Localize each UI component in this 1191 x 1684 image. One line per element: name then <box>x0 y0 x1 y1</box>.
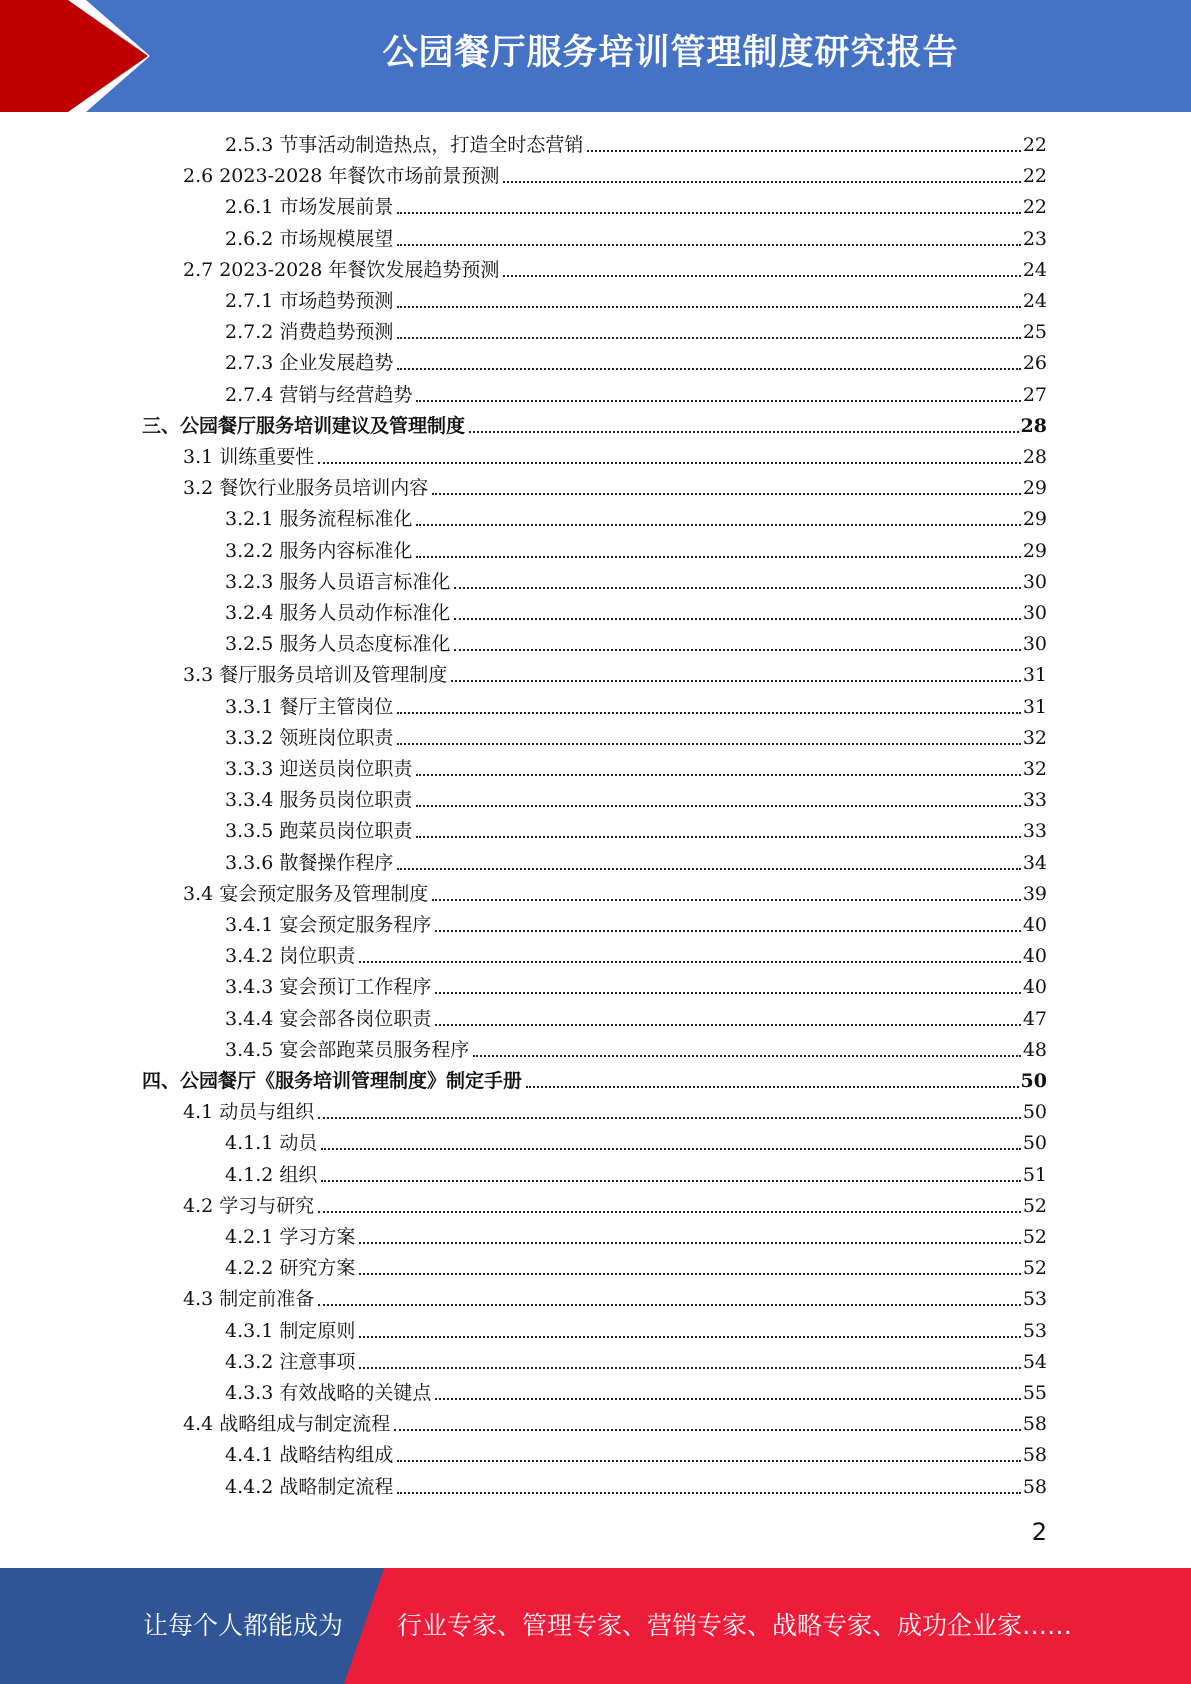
toc-entry-title: 市场发展前景 <box>279 196 394 219</box>
toc-entry-title: 散餐操作程序 <box>279 851 394 874</box>
toc-entry-label <box>225 1381 431 1405</box>
toc-dot-leader <box>416 556 1020 558</box>
toc-entry-label <box>225 851 393 875</box>
toc-entry[interactable] <box>183 1406 1047 1436</box>
toc-entry-title: 服务人员动作标准化 <box>279 602 451 624</box>
toc-entry-title: 餐厅主管岗位 <box>279 695 394 718</box>
toc-dot-leader <box>397 306 1020 308</box>
toc-entry-page: 58 <box>1022 1444 1047 1467</box>
toc-entry[interactable] <box>225 1437 1047 1467</box>
toc-entry-number: 2.7.4 <box>225 383 274 406</box>
toc-entry-title: 企业发展趋势 <box>279 352 394 375</box>
toc-dot-leader <box>397 1492 1020 1494</box>
toc-entry-page: 50 <box>1022 1132 1047 1155</box>
toc-entry-title: 服务员岗位职责 <box>279 789 413 812</box>
toc-entry-title: 动员与组织 <box>219 1101 315 1124</box>
toc-entry-title: 餐饮行业服务员培训内容 <box>219 477 429 500</box>
toc-entry[interactable] <box>225 1313 1047 1343</box>
toc-dot-leader <box>503 275 1020 277</box>
toc-dot-leader <box>454 649 1020 651</box>
toc-entry-number: 3.2.2 <box>225 539 274 562</box>
toc-entry-page: 48 <box>1022 1038 1047 1061</box>
toc-entry-title: 注意事项 <box>279 1350 356 1373</box>
toc-entry-title: 宴会预订工作程序 <box>279 976 432 999</box>
toc-entry-title: 战略制定流程 <box>279 1475 394 1498</box>
footer-slogan-left: 让每个人都能成为 <box>143 1611 344 1640</box>
toc-entry-title: 餐厅服务员培训及管理制度 <box>219 664 448 687</box>
toc-dot-leader <box>587 150 1020 152</box>
toc-entry-label <box>225 133 583 157</box>
toc-entry-number: 3.2.5 <box>225 633 274 656</box>
toc-entry-number: 3.4.1 <box>225 914 274 936</box>
toc-dot-leader <box>397 244 1020 246</box>
toc-entry-label <box>225 289 393 313</box>
toc-entry[interactable] <box>225 283 1047 313</box>
toc-entry-label <box>225 195 393 219</box>
toc-entry-label <box>225 1225 355 1249</box>
toc-entry-title: 岗位职责 <box>279 945 356 968</box>
toc-entry-page: 47 <box>1022 1007 1047 1030</box>
toc-entry-page: 26 <box>1022 352 1047 375</box>
toc-entry-number: 3.4.3 <box>225 976 274 999</box>
toc-dot-leader <box>397 368 1020 370</box>
toc-entry-number: 3.4.4 <box>225 1007 274 1030</box>
toc-dot-leader <box>397 712 1020 714</box>
toc-entry-page: 24 <box>1022 258 1047 281</box>
toc-entry-title: 节事活动制造热点，打造全时态营销 <box>279 134 584 156</box>
toc-dot-leader <box>451 680 1021 682</box>
toc-entry-label <box>225 1038 469 1062</box>
toc-entry[interactable] <box>183 876 1047 906</box>
toc-entry-title: 市场规模展望 <box>279 227 394 250</box>
toc-entry-page: 30 <box>1022 633 1047 656</box>
toc-entry-page: 52 <box>1022 1194 1047 1217</box>
toc-entry[interactable] <box>225 1250 1047 1280</box>
toc-entry-label <box>225 632 450 656</box>
toc-entry-label <box>225 539 412 563</box>
toc-entry[interactable] <box>142 408 1047 438</box>
toc-entry-label <box>225 320 393 344</box>
toc-dot-leader <box>473 1055 1020 1057</box>
toc-entry[interactable] <box>225 1344 1047 1374</box>
toc-entry-label <box>225 227 393 251</box>
toc-entry-number: 2.6 <box>183 165 214 188</box>
toc-dot-leader <box>321 1180 1020 1182</box>
toc-entry[interactable] <box>225 345 1047 375</box>
toc-entry-label <box>225 1475 393 1499</box>
toc-entry[interactable] <box>225 1157 1047 1187</box>
toc-entry-label <box>225 1256 355 1280</box>
toc-entry[interactable] <box>225 189 1047 219</box>
toc-entry[interactable] <box>225 501 1047 531</box>
toc-dot-leader <box>503 181 1020 183</box>
toc-entry[interactable] <box>225 1032 1047 1062</box>
toc-entry-label <box>225 695 393 719</box>
toc-entry-number: 3.4 <box>183 882 214 905</box>
toc-entry-title: 2023-2028 年餐饮发展趋势预测 <box>219 258 500 281</box>
toc-entry-page: 53 <box>1022 1319 1047 1342</box>
toc-entry-title: 宴会部各岗位职责 <box>279 1007 432 1030</box>
toc-entry[interactable] <box>183 657 1047 687</box>
toc-entry[interactable] <box>142 1063 1047 1093</box>
toc-entry-title: 有效战略的关键点 <box>279 1382 432 1404</box>
footer-slogan-right: 行业专家、管理专家、营销专家、战略专家、成功企业家…… <box>397 1611 1073 1640</box>
toc-dot-leader <box>318 462 1021 464</box>
toc-entry[interactable] <box>183 1188 1047 1218</box>
toc-entry-title: 学习与研究 <box>219 1194 315 1217</box>
toc-dot-leader <box>435 992 1020 994</box>
toc-entry-page: 27 <box>1022 383 1047 406</box>
toc-entry-page: 22 <box>1022 196 1047 219</box>
toc-entry-page: 29 <box>1022 477 1047 500</box>
toc-entry-label <box>183 1287 314 1311</box>
toc-entry-title: 2023-2028 年餐饮市场前景预测 <box>219 165 500 188</box>
toc-dot-leader <box>359 1273 1020 1275</box>
toc-entry-number: 4.4 <box>183 1413 214 1436</box>
toc-dot-leader <box>435 1398 1020 1400</box>
toc-entry[interactable] <box>225 720 1047 750</box>
toc-entry-page: 31 <box>1022 695 1047 718</box>
toc-dot-leader <box>435 1024 1020 1026</box>
toc-entry-number: 4.1.2 <box>225 1163 274 1186</box>
toc-entry-label <box>225 1163 317 1187</box>
toc-entry-page: 28 <box>1020 414 1047 437</box>
toc-dot-leader <box>454 618 1020 620</box>
toc-entry-number: 4.2 <box>183 1194 214 1217</box>
toc-entry-label <box>225 1350 355 1374</box>
toc-entry-title: 跑菜员岗位职责 <box>279 820 413 843</box>
toc-entry-label <box>225 1443 393 1467</box>
toc-entry-number: 4.3.3 <box>225 1382 274 1404</box>
toc-entry-number: 4.3.2 <box>225 1350 274 1373</box>
toc-entry-label <box>225 726 393 750</box>
toc-entry-number: 3.3.3 <box>225 758 274 780</box>
toc-entry-label <box>225 570 450 594</box>
toc-dot-leader <box>435 930 1020 932</box>
toc-entry[interactable] <box>225 1125 1047 1155</box>
toc-entry-page: 32 <box>1022 726 1047 749</box>
toc-entry-number: 3.3.5 <box>225 820 274 843</box>
toc-entry[interactable] <box>183 470 1047 500</box>
toc-entry-number: 3.3.2 <box>225 726 274 749</box>
toc-entry-label <box>225 601 450 625</box>
toc-dot-leader <box>318 1211 1021 1213</box>
toc-entry-page: 52 <box>1022 1226 1047 1248</box>
toc-entry[interactable] <box>225 377 1047 407</box>
toc-entry-number: 3.4.2 <box>225 945 274 968</box>
toc-entry-label <box>225 819 412 843</box>
toc-dot-leader <box>416 805 1020 807</box>
toc-dot-leader <box>318 1117 1021 1119</box>
toc-entry[interactable] <box>225 689 1047 719</box>
toc-entry-page: 53 <box>1022 1288 1047 1311</box>
toc-entry-title: 宴会部跑菜员服务程序 <box>279 1038 470 1061</box>
toc-entry-title: 组织 <box>279 1163 318 1186</box>
toc-dot-leader <box>432 493 1021 495</box>
toc-entry-label <box>225 975 431 999</box>
toc-entry-number: 4.2.1 <box>225 1226 274 1248</box>
toc-entry-number: 3.3.1 <box>225 695 274 718</box>
toc-entry-number: 3.2.4 <box>225 602 274 624</box>
toc-entry-page: 50 <box>1020 1070 1047 1092</box>
toc-entry-page: 40 <box>1022 976 1047 999</box>
toc-entry-label <box>225 944 355 968</box>
toc-dot-leader <box>359 1367 1020 1369</box>
toc-entry-label <box>225 1319 355 1343</box>
toc-entry-page: 34 <box>1022 851 1047 874</box>
toc-entry-number: 4.4.2 <box>225 1475 274 1498</box>
toc-entry[interactable] <box>183 158 1047 188</box>
toc-dot-leader <box>416 400 1020 402</box>
toc-entry-label <box>183 258 499 282</box>
toc-entry-number: 3.3 <box>183 664 214 687</box>
toc-entry-number: 2.6.1 <box>225 196 274 219</box>
toc-entry-title: 战略组成与制定流程 <box>219 1413 391 1436</box>
toc-entry-title: 市场趋势预测 <box>279 290 394 312</box>
toc-entry-page: 24 <box>1022 290 1047 312</box>
toc-entry[interactable] <box>225 845 1047 875</box>
toc-entry-number: 3.1 <box>183 446 214 468</box>
toc-entry-page: 54 <box>1022 1350 1047 1373</box>
toc-entry-title: 服务内容标准化 <box>279 539 413 562</box>
toc-entry-number: 4.3.1 <box>225 1319 274 1342</box>
toc-dot-leader <box>359 1336 1020 1338</box>
toc-entry-page: 40 <box>1022 914 1047 936</box>
toc-entry-label <box>142 1069 522 1093</box>
toc-entry[interactable] <box>225 1469 1047 1499</box>
toc-entry-label <box>183 1194 314 1218</box>
toc-entry-page: 28 <box>1022 446 1047 468</box>
toc-entry[interactable] <box>183 1094 1047 1124</box>
toc-entry-page: 39 <box>1022 882 1047 905</box>
toc-entry[interactable] <box>183 439 1047 469</box>
toc-entry-number: 2.5.3 <box>225 134 274 156</box>
toc-entry-page: 58 <box>1022 1413 1047 1436</box>
toc-dot-leader <box>394 1429 1021 1431</box>
toc-entry-page: 40 <box>1022 945 1047 968</box>
toc-entry-title: 训练重要性 <box>219 446 315 468</box>
toc-entry-title: 服务人员态度标准化 <box>279 633 451 656</box>
toc-dot-leader <box>397 743 1020 745</box>
toc-entry[interactable] <box>225 813 1047 843</box>
toc-entry-number: 4.3 <box>183 1288 214 1311</box>
toc-entry-number: 3.2.3 <box>225 570 274 593</box>
toc-dot-leader <box>397 1460 1020 1462</box>
toc-entry-page: 29 <box>1022 539 1047 562</box>
toc-entry[interactable] <box>225 751 1047 781</box>
toc-entry-label <box>183 164 499 188</box>
toc-entry-title: 迎送员岗位职责 <box>279 758 413 780</box>
toc-dot-leader <box>318 1304 1021 1306</box>
toc-dot-leader <box>359 1242 1020 1244</box>
toc-entry-label <box>142 414 465 438</box>
toc-entry-page: 29 <box>1022 508 1047 531</box>
toc-entry-label <box>225 383 412 407</box>
toc-entry-title: 宴会预定服务及管理制度 <box>219 882 429 905</box>
toc-entry-page: 33 <box>1022 820 1047 843</box>
toc-entry-label <box>225 757 412 781</box>
toc-entry-label <box>225 1007 431 1031</box>
toc-dot-leader <box>526 1086 1019 1088</box>
toc-entry-number: 4.1 <box>183 1101 214 1124</box>
toc-entry-number: 2.7.3 <box>225 352 274 375</box>
toc-entry-number: 3.2 <box>183 477 214 500</box>
toc-entry-label <box>225 788 412 812</box>
toc-entry[interactable] <box>225 969 1047 999</box>
toc-entry[interactable] <box>225 1375 1047 1405</box>
toc-entry-page: 55 <box>1022 1382 1047 1404</box>
toc-dot-leader <box>432 899 1021 901</box>
toc-entry-label <box>183 882 428 906</box>
toc-entry[interactable] <box>225 314 1047 344</box>
toc-dot-leader <box>469 431 1019 433</box>
toc-entry[interactable] <box>225 127 1047 157</box>
report-title: 公园餐厅服务培训管理制度研究报告 <box>382 33 959 73</box>
toc-dot-leader <box>321 1148 1020 1150</box>
toc-entry-title: 制定前准备 <box>219 1288 315 1311</box>
toc-entry-label <box>183 476 428 500</box>
toc-dot-leader <box>454 587 1020 589</box>
toc-entry-title: 服务流程标准化 <box>279 508 413 531</box>
toc-entry-number: 2.7 <box>183 258 214 281</box>
toc-entry-number: 3.4.5 <box>225 1038 274 1061</box>
toc-entry-page: 51 <box>1022 1163 1047 1186</box>
page-footer <box>0 1568 1191 1684</box>
page-number: 2 <box>1031 1518 1047 1546</box>
toc-entry[interactable] <box>183 1281 1047 1311</box>
toc-entry-page: 22 <box>1022 165 1047 188</box>
toc-entry-label <box>183 445 314 469</box>
toc-entry[interactable] <box>225 221 1047 251</box>
toc-dot-leader <box>397 212 1020 214</box>
toc-dot-leader <box>416 524 1020 526</box>
toc-entry[interactable] <box>225 907 1047 937</box>
toc-entry-title: 宴会预定服务程序 <box>279 914 432 936</box>
toc-entry-page: 23 <box>1022 227 1047 250</box>
toc-dot-leader <box>397 337 1020 339</box>
toc-entry-page: 30 <box>1022 570 1047 593</box>
toc-entry-label <box>183 1100 314 1124</box>
toc-entry-page: 52 <box>1022 1257 1047 1280</box>
toc-entry-title: 消费趋势预测 <box>279 321 394 344</box>
toc-entry-number: 3.3.6 <box>225 851 274 874</box>
toc-entry-page: 33 <box>1022 789 1047 812</box>
toc-entry-number: 2.7.2 <box>225 321 274 344</box>
toc-entry-title: 动员 <box>279 1132 318 1155</box>
toc-entry[interactable] <box>225 533 1047 563</box>
toc-entry-title: 领班岗位职责 <box>279 726 394 749</box>
toc-entry-page: 58 <box>1022 1475 1047 1498</box>
toc-entry[interactable] <box>225 626 1047 656</box>
toc-dot-leader <box>397 868 1020 870</box>
toc-entry[interactable] <box>225 595 1047 625</box>
toc-entry-title: 四、公园餐厅《服务培训管理制度》制定手册 <box>142 1070 523 1092</box>
toc-entry[interactable] <box>225 564 1047 594</box>
toc-dot-leader <box>416 836 1020 838</box>
toc-entry-page: 22 <box>1022 134 1047 156</box>
toc-entry[interactable] <box>225 1001 1047 1031</box>
toc-entry-title: 营销与经营趋势 <box>279 383 413 406</box>
toc-entry-number: 4.4.1 <box>225 1444 274 1467</box>
toc-entry-number: 2.7.1 <box>225 290 274 312</box>
toc-entry-page: 32 <box>1022 758 1047 780</box>
toc-entry-title: 服务人员语言标准化 <box>279 570 451 593</box>
toc-entry-label <box>225 1131 317 1155</box>
toc-dot-leader <box>359 961 1020 963</box>
toc-entry-label <box>225 351 393 375</box>
toc-entry-label <box>183 663 447 687</box>
toc-entry[interactable] <box>225 938 1047 968</box>
page-header <box>0 0 1191 112</box>
toc-entry-page: 25 <box>1022 321 1047 344</box>
toc-entry-title: 三、公园餐厅服务培训建议及管理制度 <box>142 414 466 437</box>
toc-entry-number: 3.3.4 <box>225 789 274 812</box>
toc-entry-number: 4.1.1 <box>225 1132 274 1155</box>
toc-entry[interactable] <box>225 782 1047 812</box>
toc-entry-title: 战略结构组成 <box>279 1444 394 1467</box>
toc-entry-page: 31 <box>1022 664 1047 687</box>
toc-entry-title: 制定原则 <box>279 1319 356 1342</box>
toc-entry[interactable] <box>183 252 1047 282</box>
toc-entry-number: 3.2.1 <box>225 508 274 531</box>
toc-entry-page: 30 <box>1022 602 1047 624</box>
toc-entry-number: 4.2.2 <box>225 1257 274 1280</box>
toc-entry-title: 学习方案 <box>279 1226 356 1248</box>
toc-entry-page: 50 <box>1022 1101 1047 1124</box>
toc-entry-label <box>225 507 412 531</box>
toc-entry[interactable] <box>225 1219 1047 1249</box>
toc-entry-number: 2.6.2 <box>225 227 274 250</box>
toc-entry-label <box>225 913 431 937</box>
toc-entry-label <box>183 1412 390 1436</box>
toc-entry-title: 研究方案 <box>279 1257 356 1280</box>
toc-dot-leader <box>416 774 1020 776</box>
